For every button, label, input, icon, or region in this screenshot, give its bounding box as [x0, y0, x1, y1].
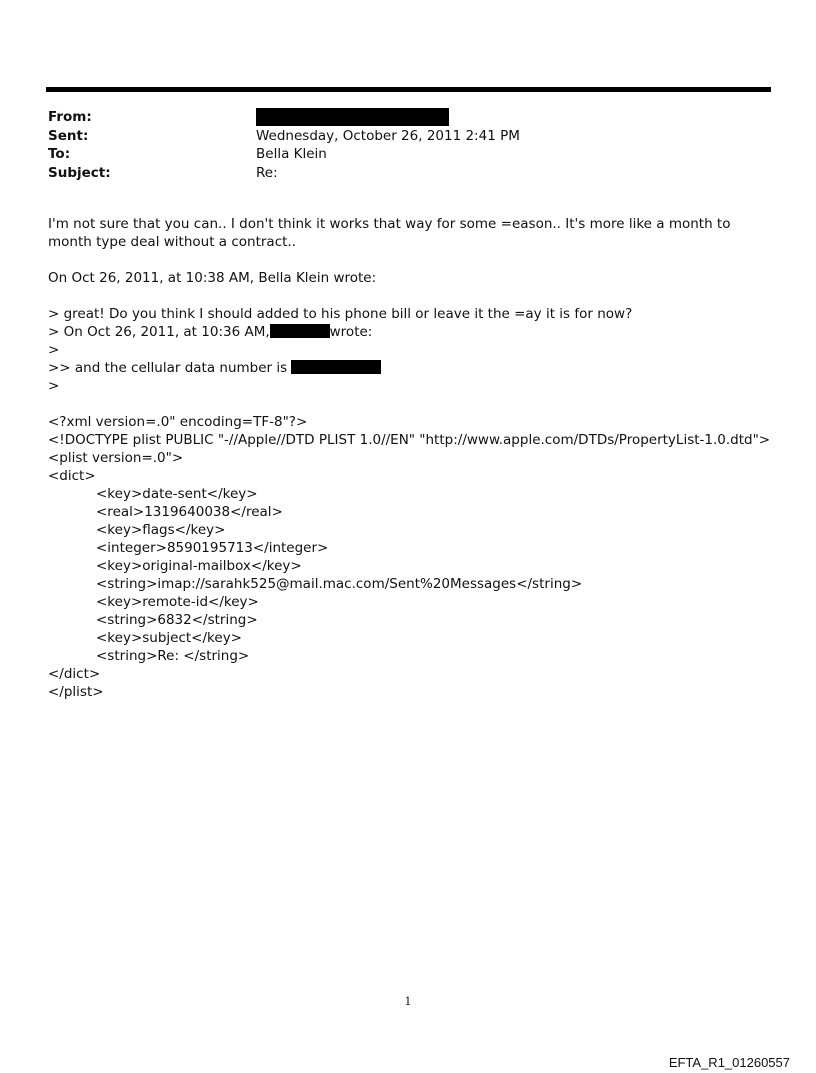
- from-value: [256, 108, 449, 127]
- subject-row: [48, 164, 520, 183]
- body-paragraph: I'm not sure that you can.. I don't think it works that way for some =eason.. It's more like a month to month type deal without a contract..: [48, 216, 731, 250]
- quote-intro: On Oct 26, 2011, at 10:38 AM, Bella Klein wrote:: [48, 270, 377, 286]
- plist-entry: <string>imap://sarahk525@mail.mac.com/Sent%20Messages</string>: [96, 576, 583, 592]
- from-row: [48, 108, 520, 127]
- plist-doctype: <!DOCTYPE plist PUBLIC "-//Apple//DTD PLIST 1.0//EN" "http://www.apple.com/DTDs/PropertyList-1.0.dtd">: [48, 432, 771, 448]
- sent-row: [48, 127, 520, 146]
- page-number: 1: [404, 995, 412, 1008]
- redaction-bar: [256, 108, 449, 126]
- plist-entry: <string>6832</string>: [96, 612, 258, 628]
- quoted-text: >> and the cellular data number is: [48, 360, 288, 376]
- spacer: [48, 251, 778, 269]
- document-id: EFTA_R1_01260557: [668, 1055, 790, 1070]
- from-label: From:: [48, 109, 92, 125]
- redaction-bar: [291, 360, 381, 374]
- plist-entry: <real>1319640038</real>: [96, 504, 283, 520]
- redaction-bar: [270, 324, 330, 338]
- plist-xml-declaration: <?xml version=.0" encoding=TF-8"?>: [48, 414, 308, 430]
- quoted-line: >: [48, 342, 60, 358]
- quoted-text: wrote:: [329, 324, 373, 340]
- quoted-line: > great! Do you think I should added to his phone bill or leave it the =ay it is for now?: [48, 306, 633, 322]
- subject-label: Subject:: [48, 164, 111, 181]
- sent-value: Wednesday, October 26, 2011 2:41 PM: [256, 127, 520, 144]
- plist-entry: <key>remote-id</key>: [96, 594, 259, 610]
- plist-entry: <key>flags</key>: [96, 522, 226, 538]
- quoted-line-with-redaction: [48, 323, 778, 341]
- plist-close-tag: </plist>: [48, 684, 104, 700]
- spacer: [48, 395, 778, 413]
- plist-entry: <integer>8590195713</integer>: [96, 540, 329, 556]
- email-header: [48, 108, 520, 182]
- plist-open-tag: <plist version=.0">: [48, 450, 184, 466]
- plist-entry: <key>original-mailbox</key>: [96, 558, 302, 574]
- plist-entry: <key>date-sent</key>: [96, 486, 258, 502]
- quoted-text: > On Oct 26, 2011, at 10:36 AM,: [48, 324, 270, 340]
- plist-entry: <string>Re: </string>: [96, 648, 250, 664]
- dict-open-tag: <dict>: [48, 468, 96, 484]
- to-row: [48, 145, 520, 164]
- to-label: To:: [48, 146, 71, 162]
- dict-close-tag: </dict>: [48, 666, 101, 682]
- subject-value: Re:: [256, 164, 278, 181]
- sent-label: Sent:: [48, 127, 89, 144]
- plist-entry: <key>subject</key>: [96, 630, 242, 646]
- email-body: [48, 215, 778, 701]
- quoted-line: >: [48, 378, 60, 394]
- spacer: [48, 287, 778, 305]
- quoted-line-with-redaction: [48, 359, 778, 377]
- to-value: Bella Klein: [256, 146, 327, 162]
- header-rule: [46, 87, 771, 92]
